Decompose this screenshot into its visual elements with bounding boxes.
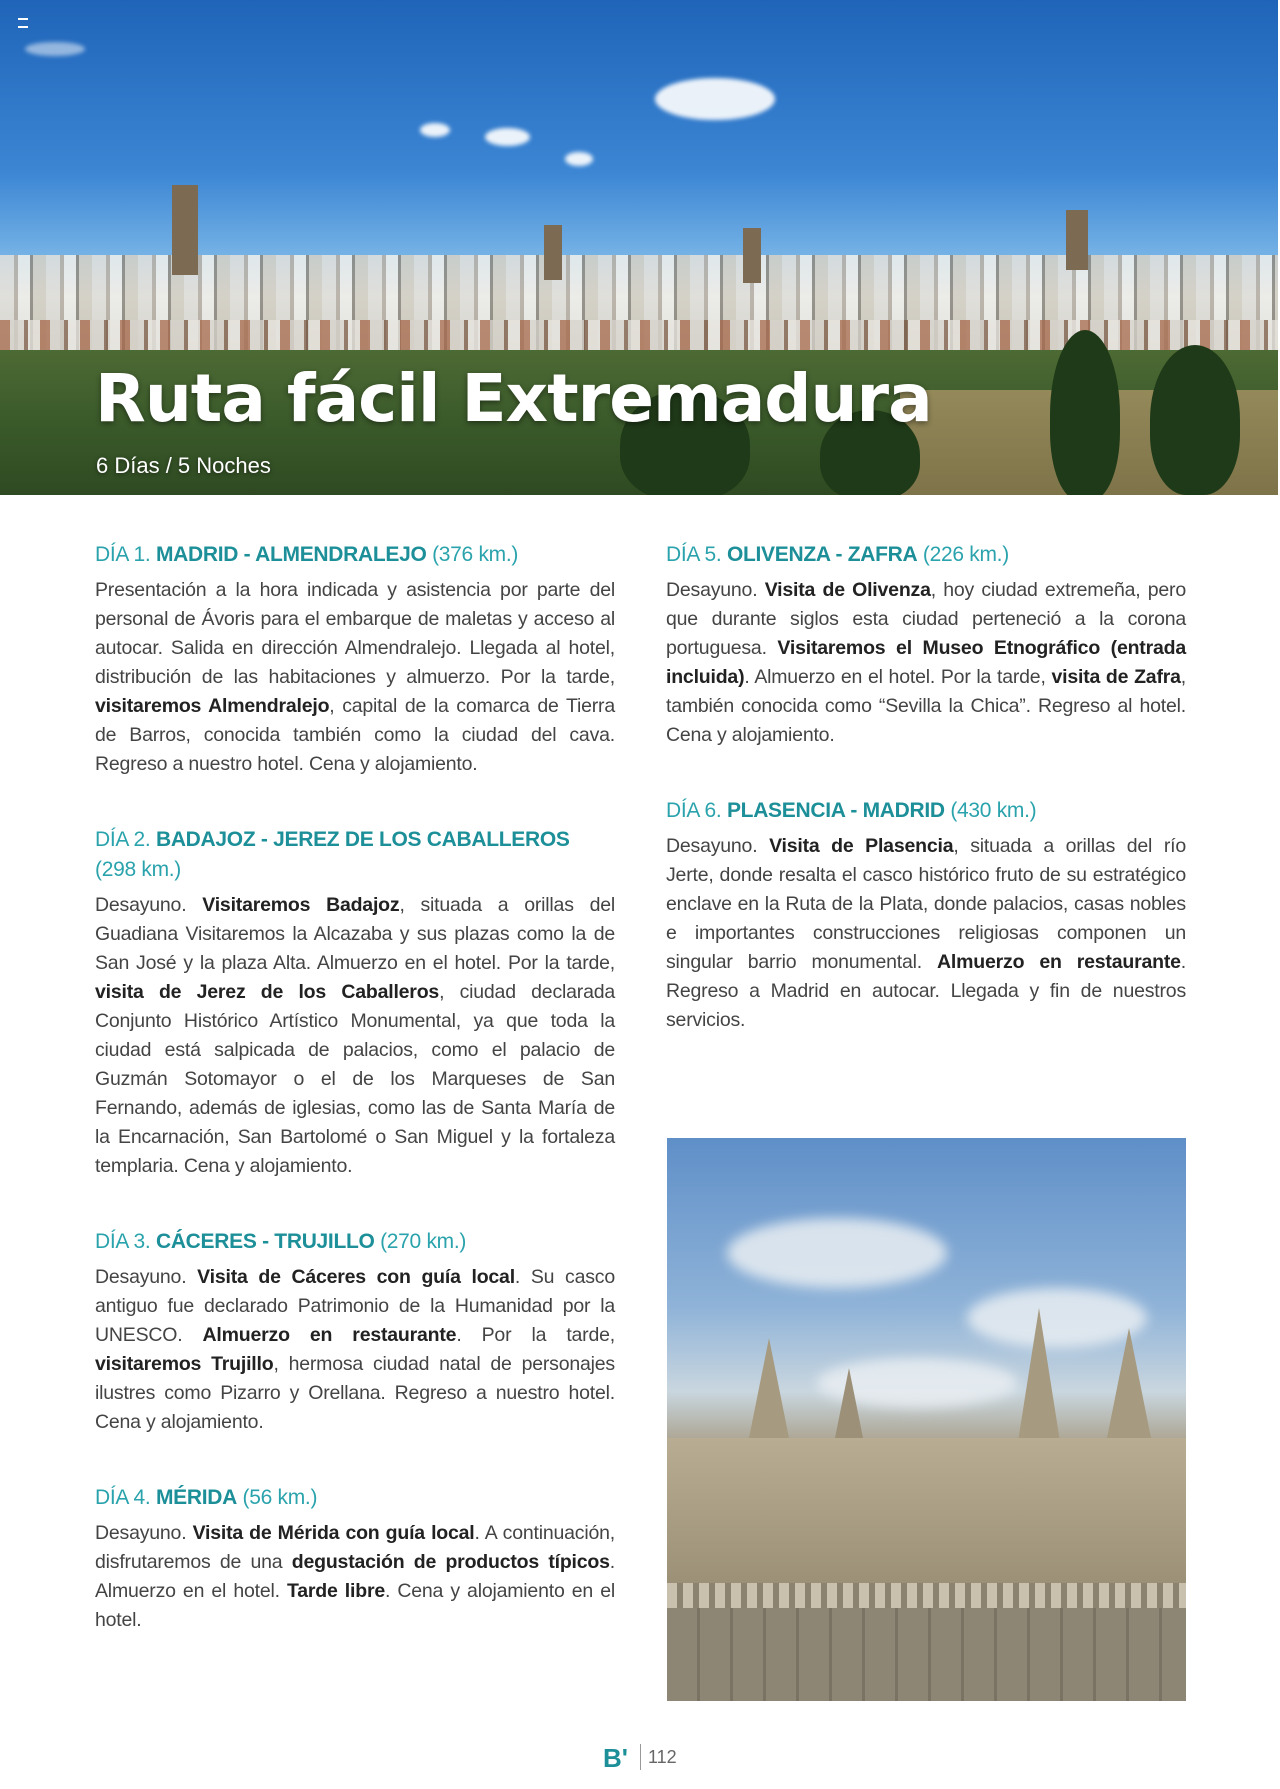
- day-1-heading: DÍA 1. MADRID - ALMENDRALEJO (376 km.): [95, 543, 519, 566]
- day-3-text: Desayuno. Visita de Cáceres con guía local. Su casco antiguo fue declarado Patrimonio de la Humanidad por la UNESCO. Almuerzo en restaurante. Por la tarde, visitaremos Trujillo, hermosa ciudad natal de personajes ilustres como Pizarro y Orellana. Regreso a nuestro hotel. Cena y alojamiento.: [95, 1266, 615, 1433]
- hero-image: [0, 0, 1278, 495]
- day-4-heading: DÍA 4. MÉRIDA (56 km.): [95, 1486, 318, 1509]
- day-4: [95, 1483, 615, 1635]
- day-6-heading: DÍA 6. PLASENCIA - MADRID (430 km.): [666, 799, 1037, 822]
- day-6: [666, 796, 1186, 1035]
- day-4-text: Desayuno. Visita de Mérida con guía local. A continuación, disfrutaremos de una degustación de productos típicos. Almuerzo en el hotel. Tarde libre. Cena y alojamiento en el hotel.: [95, 1522, 615, 1631]
- itinerary-column-right: [666, 540, 1186, 1081]
- day-2-heading: DÍA 2. BADAJOZ - JEREZ DE LOS CABALLEROS (298 km.): [95, 828, 570, 881]
- day-2-text: Desayuno. Visitaremos Badajoz, situada a orillas del Guadiana Visitaremos la Alcazaba y sus plazas como la de San José y la plaza Alta. Almuerzo en el hotel. Por la tarde, visita de Jerez de los Caballeros, ciudad declarada Conjunto Histórico Artístico Monumental, ya que toda la ciudad está salpicada de palacios, como el palacio de Guzmán Sotomayor o el de los Marqueses de San Fernando, además de iglesias, como las de Santa María de la Encarnación, San Bartolomé o San Miguel y la fortaleza templaria. Cena y alojamiento.: [95, 894, 615, 1177]
- day-6-text: Desayuno. Visita de Plasencia, situada a orillas del río Jerte, donde resalta el casco histórico fruto de su estratégico enclave en la Ruta de la Plata, donde palacios, casas nobles e importantes construcciones religiosas componen un singular barrio monumental. Almuerzo en restaurante. Regreso a Madrid en autocar. Llegada y fin de nuestros servicios.: [666, 835, 1186, 1031]
- day-5: [666, 540, 1186, 750]
- menu-icon[interactable]: [18, 18, 28, 28]
- day-2: [95, 825, 615, 1181]
- day-5-heading: DÍA 5. OLIVENZA - ZAFRA (226 km.): [666, 543, 1009, 566]
- day-1: [95, 540, 615, 779]
- page-title: Ruta fácil Extremadura: [95, 360, 932, 437]
- brand-logo: B': [603, 1743, 628, 1773]
- page-number: 112: [648, 1747, 677, 1767]
- itinerary-column-left: [95, 540, 615, 1681]
- day-5-text: Desayuno. Visita de Olivenza, hoy ciudad extremeña, pero que durante siglos esta ciudad perteneció a la corona portuguesa. Visitaremos el Museo Etnográfico (entrada incluida). Almuerzo en el hotel. Por la tarde, visita de Zafra, también conocida como “Sevilla la Chica”. Regreso al hotel. Cena y alojamiento.: [666, 579, 1186, 746]
- footer-divider: [640, 1744, 641, 1770]
- day-3: [95, 1227, 615, 1437]
- duration-subtitle: 6 Días / 5 Noches: [96, 453, 271, 478]
- day-3-heading: DÍA 3. CÁCERES - TRUJILLO (270 km.): [95, 1230, 467, 1253]
- cathedral-photo: [667, 1138, 1186, 1701]
- day-1-text: Presentación a la hora indicada y asistencia por parte del personal de Ávoris para el embarque de maletas y acceso al autocar. Salida en dirección Almendralejo. Llegada al hotel, distribución de las habitaciones y almuerzo. Por la tarde, visitaremos Almendralejo, capital de la comarca de Tierra de Barros, conocida también como la ciudad del cava. Regreso a nuestro hotel. Cena y alojamiento.: [95, 579, 615, 775]
